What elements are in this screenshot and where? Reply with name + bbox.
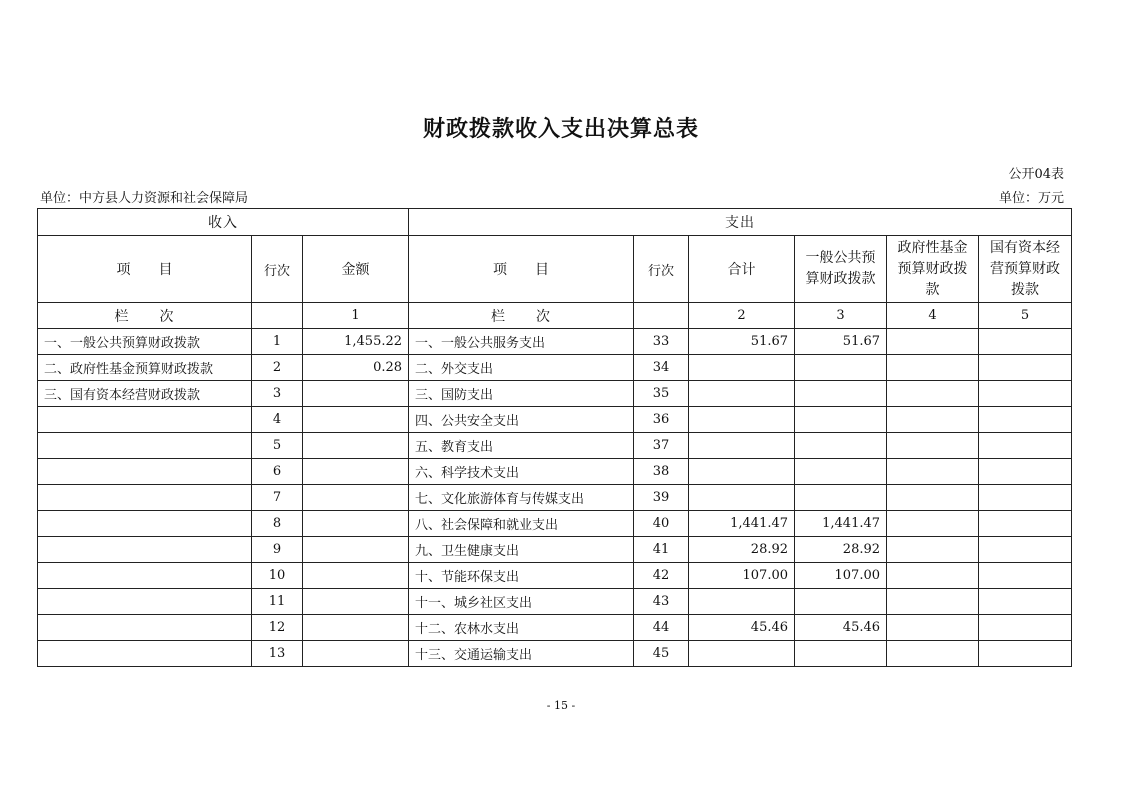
expense-item-cell: 十、节能环保支出	[409, 563, 634, 589]
gov-fund-cell	[887, 433, 979, 459]
gov-fund-cell	[887, 381, 979, 407]
income-amount-cell	[303, 641, 409, 667]
table-row	[38, 511, 1072, 537]
income-line-no-cell: 5	[252, 433, 303, 459]
expense-line-no-cell: 42	[634, 563, 689, 589]
column-index-label-right: 栏 次	[409, 303, 634, 329]
expense-line-no-cell: 38	[634, 459, 689, 485]
income-amount-cell	[303, 615, 409, 641]
total-cell	[689, 485, 795, 511]
table-row	[38, 433, 1072, 459]
income-amount-cell	[303, 459, 409, 485]
total-cell: 1,441.47	[689, 511, 795, 537]
income-item-cell	[38, 407, 252, 433]
expense-header: 支出	[409, 209, 1072, 236]
income-item-cell	[38, 537, 252, 563]
expense-line-no-cell: 44	[634, 615, 689, 641]
table-row	[38, 407, 1072, 433]
form-number: 公开04表	[1008, 167, 1064, 182]
expense-line-no-cell: 39	[634, 485, 689, 511]
column-index-blank-left	[252, 303, 303, 329]
expense-item-cell: 三、国防支出	[409, 381, 634, 407]
income-line-no-cell: 4	[252, 407, 303, 433]
table-row	[38, 537, 1072, 563]
total-cell	[689, 407, 795, 433]
income-item-cell	[38, 459, 252, 485]
state-capital-cell	[979, 433, 1072, 459]
income-line-no-cell: 3	[252, 381, 303, 407]
total-cell: 28.92	[689, 537, 795, 563]
gov-fund-cell	[887, 641, 979, 667]
income-item-cell	[38, 589, 252, 615]
total-cell	[689, 381, 795, 407]
total-cell: 51.67	[689, 329, 795, 355]
expense-line-no-header: 行次	[634, 236, 689, 303]
column-index-5: 5	[979, 303, 1072, 329]
expense-item-cell: 七、文化旅游体育与传媒支出	[409, 485, 634, 511]
income-item-cell	[38, 615, 252, 641]
gov-fund-cell	[887, 459, 979, 485]
general-budget-cell	[795, 485, 887, 511]
expense-line-no-cell: 33	[634, 329, 689, 355]
income-item-cell: 二、政府性基金预算财政拨款	[38, 355, 252, 381]
state-capital-cell	[979, 381, 1072, 407]
state-capital-cell	[979, 329, 1072, 355]
expense-item-cell: 十一、城乡社区支出	[409, 589, 634, 615]
state-capital-cell	[979, 485, 1072, 511]
column-index-label-left: 栏 次	[38, 303, 252, 329]
header-section-row	[38, 209, 1072, 236]
general-budget-cell: 51.67	[795, 329, 887, 355]
total-cell: 107.00	[689, 563, 795, 589]
total-cell	[689, 355, 795, 381]
expense-line-no-cell: 43	[634, 589, 689, 615]
income-line-no-cell: 10	[252, 563, 303, 589]
income-item-cell: 三、国有资本经营财政拨款	[38, 381, 252, 407]
unit-organization: 单位：中方县人力资源和社会保障局	[40, 191, 249, 206]
general-budget-header: 一般公共预算财政拨款	[795, 236, 887, 303]
state-capital-cell	[979, 355, 1072, 381]
expense-item-cell: 十二、农林水支出	[409, 615, 634, 641]
state-capital-cell	[979, 641, 1072, 667]
table-row	[38, 641, 1072, 667]
table-row	[38, 485, 1072, 511]
gov-fund-cell	[887, 407, 979, 433]
total-header: 合计	[689, 236, 795, 303]
income-amount-cell	[303, 433, 409, 459]
total-cell: 45.46	[689, 615, 795, 641]
general-budget-cell	[795, 641, 887, 667]
expense-line-no-cell: 45	[634, 641, 689, 667]
gov-fund-cell	[887, 589, 979, 615]
income-amount-cell: 0.28	[303, 355, 409, 381]
table-row	[38, 329, 1072, 355]
general-budget-cell	[795, 355, 887, 381]
income-item-cell: 一、一般公共预算财政拨款	[38, 329, 252, 355]
income-amount-cell	[303, 537, 409, 563]
gov-fund-cell	[887, 511, 979, 537]
expense-item-cell: 一、一般公共服务支出	[409, 329, 634, 355]
income-item-cell	[38, 641, 252, 667]
state-capital-cell	[979, 589, 1072, 615]
table-row	[38, 563, 1072, 589]
income-amount-cell	[303, 381, 409, 407]
expense-item-cell: 十三、交通运输支出	[409, 641, 634, 667]
column-index-3: 3	[795, 303, 887, 329]
state-capital-cell	[979, 459, 1072, 485]
income-amount-cell	[303, 485, 409, 511]
column-index-1: 1	[303, 303, 409, 329]
income-line-no-cell: 6	[252, 459, 303, 485]
income-amount-cell: 1,455.22	[303, 329, 409, 355]
income-item-cell	[38, 433, 252, 459]
income-line-no-cell: 11	[252, 589, 303, 615]
state-capital-cell	[979, 511, 1072, 537]
general-budget-cell	[795, 589, 887, 615]
expense-line-no-cell: 35	[634, 381, 689, 407]
expense-line-no-cell: 41	[634, 537, 689, 563]
budget-table	[37, 208, 1072, 667]
income-line-no-cell: 9	[252, 537, 303, 563]
income-amount-header: 金额	[303, 236, 409, 303]
gov-fund-cell	[887, 563, 979, 589]
income-header: 收入	[38, 209, 409, 236]
table-row	[38, 381, 1072, 407]
gov-fund-cell	[887, 485, 979, 511]
column-index-blank-right	[634, 303, 689, 329]
expense-line-no-cell: 34	[634, 355, 689, 381]
income-line-no-cell: 7	[252, 485, 303, 511]
general-budget-cell	[795, 459, 887, 485]
income-amount-cell	[303, 407, 409, 433]
expense-line-no-cell: 37	[634, 433, 689, 459]
income-amount-cell	[303, 511, 409, 537]
page-number: - 15 -	[546, 699, 576, 712]
income-line-no-cell: 12	[252, 615, 303, 641]
general-budget-cell: 28.92	[795, 537, 887, 563]
total-cell	[689, 641, 795, 667]
income-item-cell	[38, 485, 252, 511]
expense-item-cell: 九、卫生健康支出	[409, 537, 634, 563]
unit-currency: 单位：万元	[998, 191, 1064, 206]
gov-fund-header: 政府性基金预算财政拨款	[887, 236, 979, 303]
income-line-no-cell: 2	[252, 355, 303, 381]
gov-fund-cell	[887, 615, 979, 641]
page-title: 财政拨款收入支出决算总表	[422, 116, 699, 142]
income-line-no-cell: 8	[252, 511, 303, 537]
table-row	[38, 589, 1072, 615]
state-capital-header: 国有资本经营预算财政拨款	[979, 236, 1072, 303]
state-capital-cell	[979, 615, 1072, 641]
total-cell	[689, 459, 795, 485]
income-amount-cell	[303, 589, 409, 615]
total-cell	[689, 433, 795, 459]
general-budget-cell	[795, 433, 887, 459]
column-index-2: 2	[689, 303, 795, 329]
state-capital-cell	[979, 407, 1072, 433]
expense-item-header: 项 目	[409, 236, 634, 303]
expense-line-no-cell: 36	[634, 407, 689, 433]
income-amount-cell	[303, 563, 409, 589]
expense-line-no-cell: 40	[634, 511, 689, 537]
expense-item-cell: 四、公共安全支出	[409, 407, 634, 433]
general-budget-cell: 45.46	[795, 615, 887, 641]
income-line-no-cell: 1	[252, 329, 303, 355]
income-item-cell	[38, 511, 252, 537]
gov-fund-cell	[887, 355, 979, 381]
expense-item-cell: 五、教育支出	[409, 433, 634, 459]
income-item-header: 项 目	[38, 236, 252, 303]
table-row	[38, 615, 1072, 641]
income-item-cell	[38, 563, 252, 589]
general-budget-cell	[795, 381, 887, 407]
expense-item-cell: 二、外交支出	[409, 355, 634, 381]
expense-item-cell: 六、科学技术支出	[409, 459, 634, 485]
general-budget-cell: 107.00	[795, 563, 887, 589]
income-line-no-header: 行次	[252, 236, 303, 303]
header-column-row	[38, 236, 1072, 303]
general-budget-cell	[795, 407, 887, 433]
state-capital-cell	[979, 537, 1072, 563]
table-row	[38, 355, 1072, 381]
state-capital-cell	[979, 563, 1072, 589]
total-cell	[689, 589, 795, 615]
column-index-4: 4	[887, 303, 979, 329]
gov-fund-cell	[887, 537, 979, 563]
column-index-row	[38, 303, 1072, 329]
gov-fund-cell	[887, 329, 979, 355]
income-line-no-cell: 13	[252, 641, 303, 667]
table-row	[38, 459, 1072, 485]
expense-item-cell: 八、社会保障和就业支出	[409, 511, 634, 537]
general-budget-cell: 1,441.47	[795, 511, 887, 537]
